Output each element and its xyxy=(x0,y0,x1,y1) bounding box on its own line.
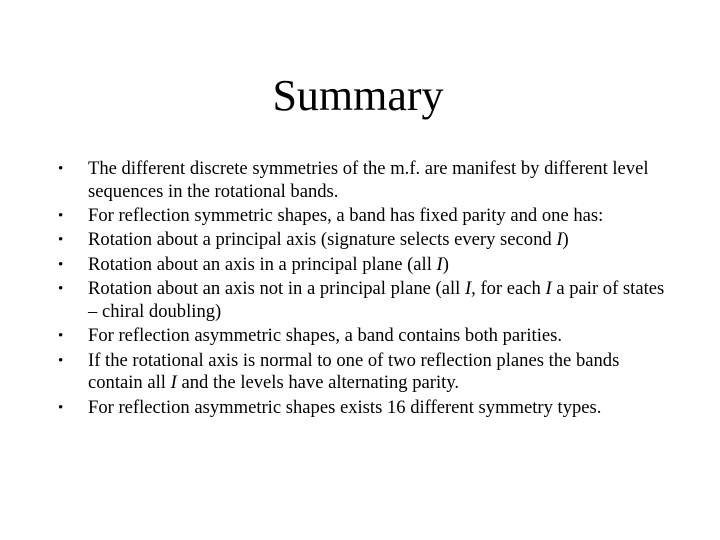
bullet-item-8 xyxy=(58,397,678,420)
bullet-italic-symbol: I, xyxy=(464,278,476,300)
bullet-dot: • xyxy=(58,399,64,416)
bullet-text: a pair of states – chiral doubling) xyxy=(88,278,665,322)
bullet-text: If the rotational axis is normal to one of two reflection planes the bands contain all xyxy=(88,349,620,394)
bullet-list xyxy=(58,158,678,421)
bullet-item-4 xyxy=(58,254,678,277)
bullet-dot: • xyxy=(58,161,64,177)
bullet-item-2 xyxy=(58,205,678,228)
bullet-italic-symbol: I xyxy=(170,372,177,394)
bullet-item-7 xyxy=(58,350,678,395)
bullet-italic-symbol: I xyxy=(436,253,443,275)
bullet-item-5 xyxy=(58,278,678,323)
bullet-text: For reflection asymmetric shapes exists 16 different symmetry types. xyxy=(88,396,602,418)
bullet-text: Rotation about an axis in a principal plane (all xyxy=(88,253,437,275)
bullet-text: for each xyxy=(475,278,546,300)
bullet-italic-symbol: I xyxy=(556,229,563,251)
bullet-dot: • xyxy=(58,328,64,345)
bullet-dot: • xyxy=(58,281,64,298)
bullet-item-3 xyxy=(58,229,678,252)
bullet-text: Rotation about a principal axis (signature selects every second xyxy=(88,229,557,251)
bullet-text: The different discrete symmetries of the m.f. are manifest by different level sequences in the rotational bands. xyxy=(88,158,649,202)
slide-title: Summary xyxy=(272,71,444,120)
bullet-item-6 xyxy=(58,325,678,348)
bullet-text: ) xyxy=(442,253,449,275)
bullet-text: ) xyxy=(562,229,569,251)
bullet-text: and the levels have alternating parity. xyxy=(176,372,460,394)
bullet-italic-symbol: I xyxy=(545,278,552,300)
bullet-text: Rotation about an axis not in a principal plane (all xyxy=(88,278,465,300)
bullet-text: For reflection asymmetric shapes, a band contains both parities. xyxy=(88,325,563,347)
bullet-dot: • xyxy=(58,352,64,369)
bullet-dot: • xyxy=(58,207,64,224)
bullet-text: For reflection symmetric shapes, a band has fixed parity and one has: xyxy=(88,204,604,226)
bullet-dot: • xyxy=(58,232,64,249)
bullet-dot: • xyxy=(58,256,64,273)
bullet-item-1 xyxy=(58,158,678,203)
